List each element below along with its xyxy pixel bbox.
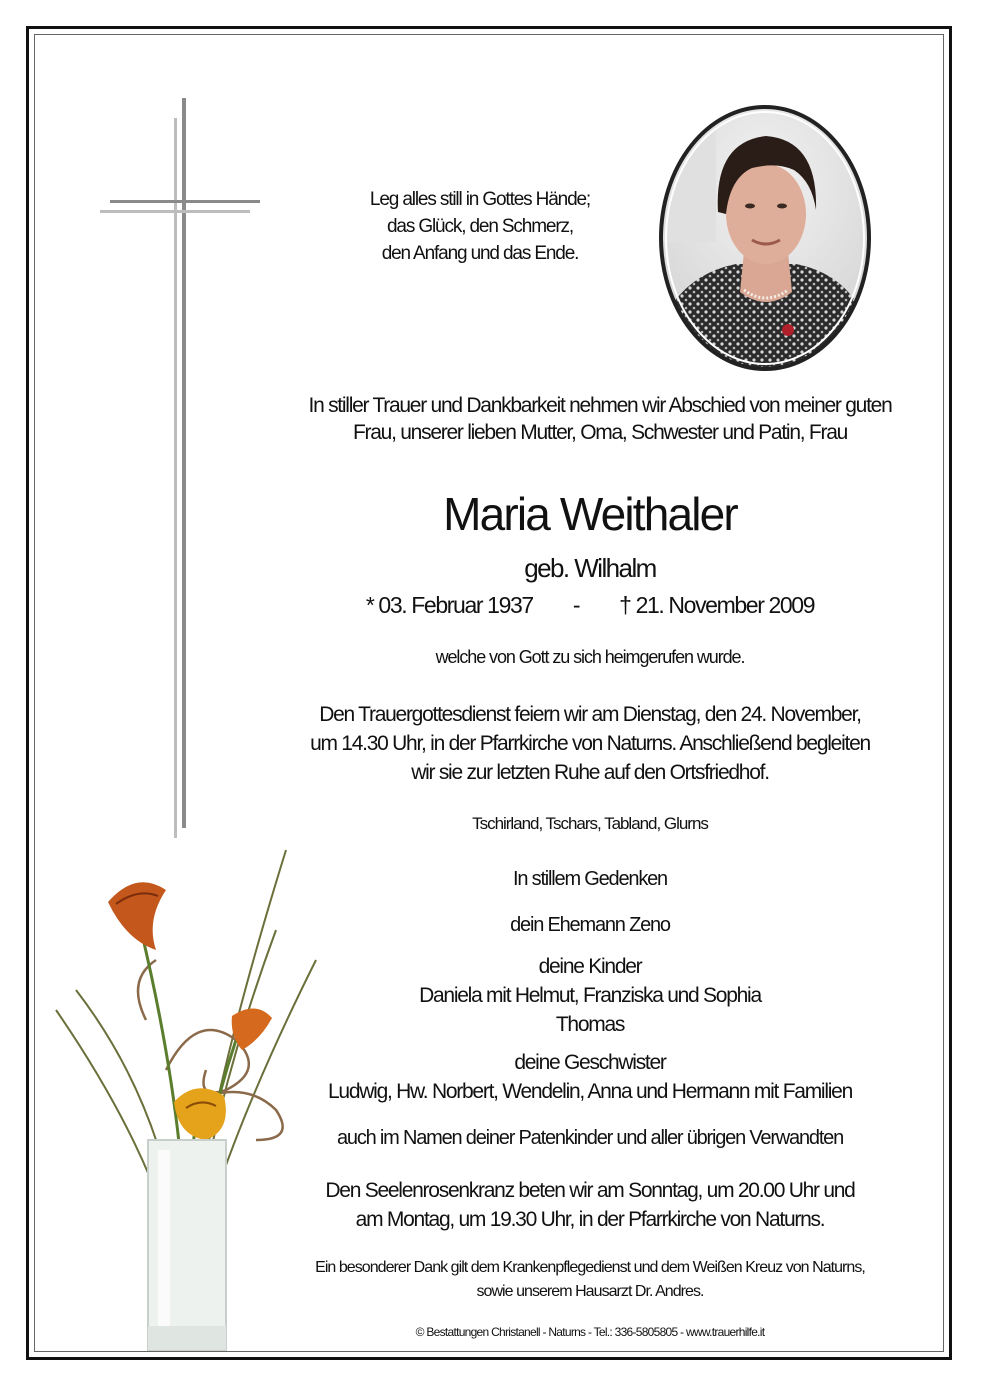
- funeral-line: wir sie zur letzten Ruhe auf den Ortsfriedhof.: [411, 761, 769, 784]
- poem: [330, 186, 630, 267]
- portrait-photo: [656, 102, 874, 374]
- date-separator: -: [572, 592, 580, 618]
- poem-line: den Anfang und das Ende.: [381, 243, 579, 264]
- thanks-text: [300, 1256, 880, 1304]
- godchildren-text: auch im Namen deiner Patenkinder und aller übrigen Verwandten: [336, 1127, 844, 1149]
- rosary-line: Den Seelenrosenkranz beten wir am Sonntag, um 20.00 Uhr und: [325, 1179, 855, 1202]
- mourning-heading: In stillem Gedenken: [513, 868, 667, 890]
- poem-line: das Glück, den Schmerz,: [386, 216, 574, 237]
- funeral-line: Den Trauergottesdienst feiern wir am Dienstag, den 24. November,: [319, 703, 861, 726]
- rosary-line: am Montag, um 19.30 Uhr, in der Pfarrkirche von Naturns.: [355, 1208, 825, 1231]
- spouse-text: dein Ehemann Zeno: [510, 914, 670, 936]
- children-line: Daniela mit Helmut, Franziska und Sophia: [419, 984, 761, 1007]
- places-text: Tschirland, Tschars, Tabland, Glurns: [472, 814, 708, 833]
- flower-vase-illustration: [46, 840, 336, 1360]
- rosary-info: [300, 1176, 880, 1234]
- children-label: deine Kinder: [538, 955, 642, 978]
- children-line: Thomas: [555, 1013, 625, 1036]
- intro-text: [240, 392, 960, 446]
- funeral-line: um 14.30 Uhr, in der Pfarrkirche von Naturns. Anschließend begleiten: [310, 732, 870, 755]
- birth-date: * 03. Februar 1937: [365, 592, 533, 618]
- funeral-info: [300, 700, 880, 787]
- thanks-line: sowie unserem Hausarzt Dr. Andres.: [476, 1283, 704, 1300]
- intro-line: Frau, unserer lieben Mutter, Oma, Schwester und Patin, Frau: [352, 421, 848, 444]
- siblings-line: Ludwig, Hw. Norbert, Wendelin, Anna und Hermann mit Familien: [328, 1080, 852, 1103]
- siblings-block: [300, 1048, 880, 1106]
- intro-line: In stiller Trauer und Dankbarkeit nehmen wir Abschied von meiner guten: [308, 394, 892, 417]
- siblings-label: deine Geschwister: [514, 1051, 666, 1074]
- life-dates: [300, 590, 880, 620]
- death-date: † 21. November 2009: [619, 592, 815, 618]
- poem-line: Leg alles still in Gottes Hände;: [369, 189, 591, 210]
- children-block: [300, 952, 880, 1039]
- footer-text: © Bestattungen Christanell - Naturns - Tel.: 336-5805805 - www.trauerhilfe.it: [415, 1325, 765, 1339]
- thanks-line: Ein besonderer Dank gilt dem Krankenpflegedienst und dem Weißen Kreuz von Naturns,: [315, 1259, 865, 1276]
- called-home-text: welche von Gott zu sich heimgerufen wurde.: [435, 647, 745, 667]
- deceased-name: Maria Weithaler: [443, 488, 737, 540]
- born-name: geb. Wilhalm: [524, 553, 656, 583]
